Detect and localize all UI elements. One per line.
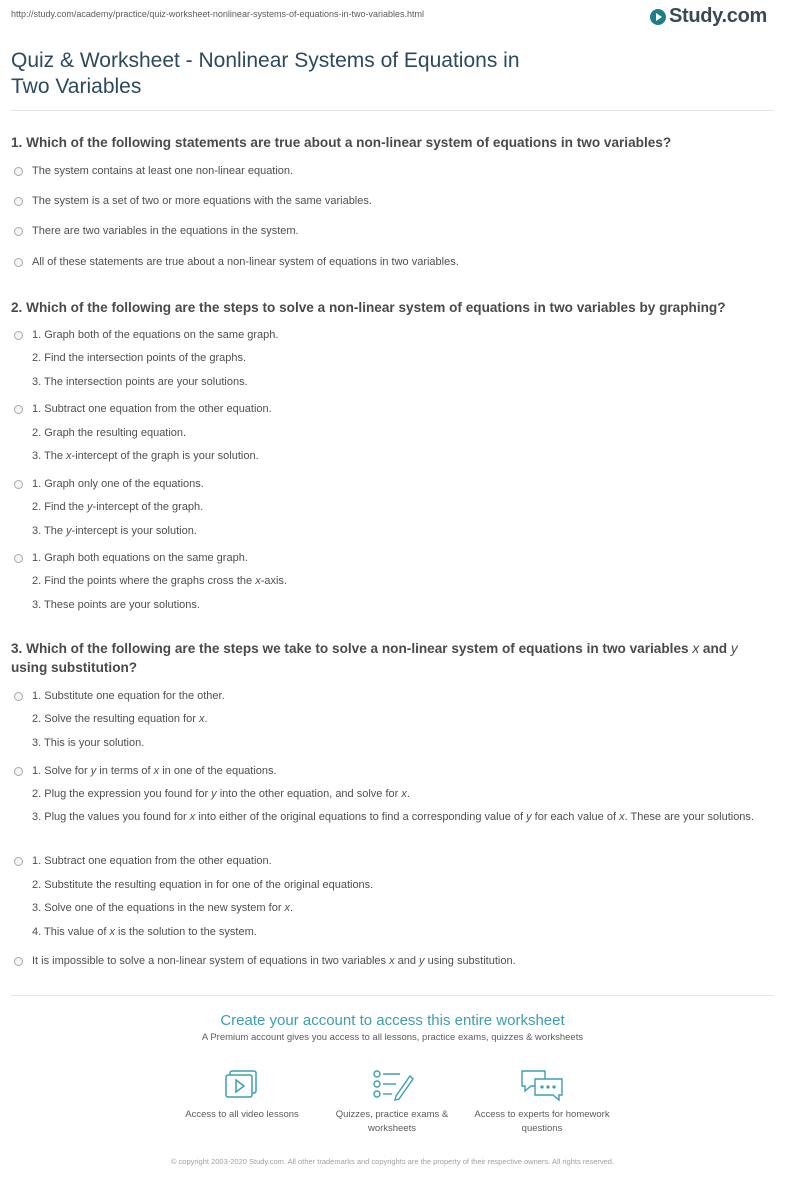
option-line: 2. Graph the resulting equation. bbox=[32, 427, 187, 439]
radio-q1-b[interactable] bbox=[14, 197, 23, 206]
option-line: The system is a set of two or more equations with the same variables. bbox=[32, 195, 372, 207]
option-line: 4. This value of x is the solution to the system. bbox=[32, 926, 257, 938]
quiz-icon bbox=[370, 1068, 414, 1102]
radio-q2-c[interactable] bbox=[14, 480, 23, 489]
play-icon bbox=[650, 9, 666, 25]
feature-label: Quizzes, practice exams & worksheets bbox=[335, 1109, 449, 1134]
option-line: 2. Solve the resulting equation for x. bbox=[32, 713, 208, 725]
copyright-text: © copyright 2003-2020 Study.com. All other trademarks and copyrights are the property of their respective owners. All rights reserved. bbox=[170, 1157, 615, 1166]
option-line: 2. Find the y-intercept of the graph. bbox=[32, 501, 204, 513]
radio-q1-a[interactable] bbox=[14, 167, 23, 176]
page-title bbox=[11, 48, 611, 100]
question-1: 1. Which of the following statements are true about a non-linear system of equations in two variables? bbox=[11, 135, 672, 150]
option-line: There are two variables in the equations in the system. bbox=[32, 225, 299, 237]
option-line: 3. These points are your solutions. bbox=[32, 599, 200, 611]
cta-title[interactable]: Create your account to access this entire worksheet bbox=[220, 1012, 565, 1029]
option-line: 1. Subtract one equation from the other equation. bbox=[32, 403, 272, 415]
option-line: It is impossible to solve a non-linear system of equations in two variables x and y using substitution. bbox=[32, 955, 516, 967]
logo-text: Study.com bbox=[668, 5, 767, 27]
cta-subtitle: A Premium account gives you access to all lessons, practice exams, quizzes & worksheets bbox=[201, 1032, 584, 1043]
study-logo[interactable] bbox=[650, 5, 767, 28]
option-line: All of these statements are true about a non-linear system of equations in two variables. bbox=[32, 256, 459, 268]
feature-label: Access to all video lessons bbox=[185, 1109, 299, 1120]
option-line: 2. Find the points where the graphs cross the x-axis. bbox=[32, 575, 287, 587]
feature-video-lessons[interactable] bbox=[172, 1068, 312, 1122]
option-line: 1. Graph both equations on the same graph. bbox=[32, 552, 248, 564]
radio-q3-a[interactable] bbox=[14, 692, 23, 701]
divider bbox=[11, 995, 774, 996]
radio-q1-d[interactable] bbox=[14, 258, 23, 267]
option-line: 3. The intersection points are your solutions. bbox=[32, 376, 248, 388]
option-line: 3. Solve one of the equations in the new system for x. bbox=[32, 902, 294, 914]
option-line: 1. Solve for y in terms of x in one of the equations. bbox=[32, 765, 277, 777]
option-line: 3. The y-intercept is your solution. bbox=[32, 525, 197, 537]
title-line-2: Two Variables bbox=[11, 75, 142, 98]
option-line: 1. Subtract one equation from the other equation. bbox=[32, 855, 272, 867]
radio-q3-d[interactable] bbox=[14, 957, 23, 966]
option-line: 3. This is your solution. bbox=[32, 737, 145, 749]
option-line: 2. Plug the expression you found for y into the other equation, and solve for x. bbox=[32, 788, 410, 800]
option-line: 1. Graph both of the equations on the same graph. bbox=[32, 329, 279, 341]
option-line: 2. Find the intersection points of the graphs. bbox=[32, 352, 247, 364]
title-line-1: Quiz & Worksheet - Nonlinear Systems of Equations in bbox=[11, 49, 520, 72]
option-line: 1. Substitute one equation for the other. bbox=[32, 690, 225, 702]
radio-q2-b[interactable] bbox=[14, 405, 23, 414]
question-2: 2. Which of the following are the steps to solve a non-linear system of equations in two variables by graphing? bbox=[11, 300, 726, 315]
radio-q1-c[interactable] bbox=[14, 227, 23, 236]
feature-quizzes[interactable] bbox=[322, 1068, 462, 1136]
feature-experts[interactable] bbox=[472, 1068, 612, 1136]
chat-icon bbox=[519, 1068, 565, 1102]
radio-q2-a[interactable] bbox=[14, 331, 23, 340]
option-line: 3. Plug the values you found for x into either of the original equations to find a corresponding value of y for each value of x. These are your solutions. bbox=[32, 811, 754, 823]
video-icon bbox=[222, 1068, 262, 1102]
option-line: 2. Substitute the resulting equation in for one of the original equations. bbox=[32, 879, 374, 891]
option-line: The system contains at least one non-linear equation. bbox=[32, 165, 294, 177]
top-bar bbox=[0, 0, 785, 36]
page-url: http://study.com/academy/practice/quiz-worksheet-nonlinear-systems-of-equations-in-two-variables.html bbox=[11, 9, 424, 19]
feature-label: Access to experts for homework questions bbox=[474, 1109, 610, 1134]
radio-q2-d[interactable] bbox=[14, 554, 23, 563]
option-line: 3. The x-intercept of the graph is your solution. bbox=[32, 450, 259, 462]
radio-q3-b[interactable] bbox=[14, 767, 23, 776]
divider bbox=[11, 110, 774, 111]
radio-q3-c[interactable] bbox=[14, 857, 23, 866]
option-line: 1. Graph only one of the equations. bbox=[32, 478, 204, 490]
question-3: 3. Which of the following are the steps we take to solve a non-linear system of equations in two variables x and y using substitution? bbox=[11, 641, 738, 675]
